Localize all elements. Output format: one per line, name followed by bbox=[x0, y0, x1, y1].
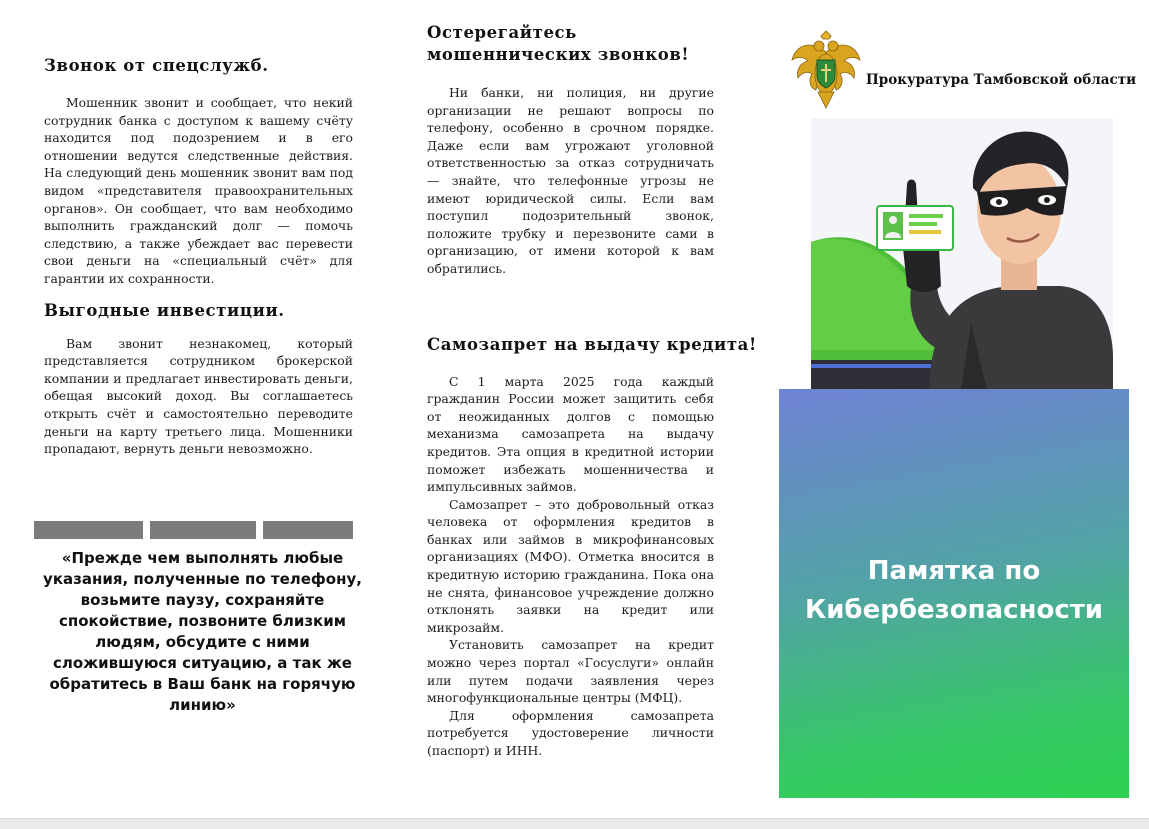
organization-name: Прокуратура Тамбовской области bbox=[866, 72, 1137, 88]
heading-line: мошеннических звонков! bbox=[427, 45, 690, 64]
divider-bar bbox=[34, 521, 143, 539]
middle-column bbox=[427, 22, 757, 760]
cover-panel bbox=[779, 389, 1129, 798]
cover-title-line: Кибербезопасности bbox=[804, 595, 1104, 625]
cover-title-line: Памятка по bbox=[867, 556, 1041, 586]
section-body-credit-ban bbox=[427, 373, 714, 760]
section-body-special-services bbox=[44, 94, 353, 288]
section-body-investments bbox=[44, 335, 353, 458]
section-heading-special-services: Звонок от спецслужб. bbox=[44, 56, 269, 75]
masked-fraudster-with-id-card-icon bbox=[811, 118, 1113, 390]
advice-quote: «Прежде чем выполнять любые указания, полученные по телефону, возьмите паузу, сохраняйте спокойствие, позвоните близким людям, обсудите с ними сложившуюся ситуацию, а так же обратитесь в Ваш банк на горячую линию» bbox=[43, 549, 362, 714]
paragraph: Установить самозапрет на кредит можно через портал «Госуслуги» онлайн или путем подачи заявления через многофункциональные центры (МФЦ). bbox=[427, 637, 714, 706]
paragraph: Ни банки, ни полиция, ни другие организации не решают вопросы по телефону, особенно в срочном порядке. Даже если вам угрожают уголовной ответственностью за отказ сотрудничать — знайте, что телефонные угрозы не имеют юридической силы. Если вам поступил подозрительный звонок, положите трубку и перезвоните сами в организацию, от имени которой к вам обратились. bbox=[427, 85, 714, 276]
paragraph: Для оформления самозапрета потребуется удостоверение личности (паспорт) и ИНН. bbox=[427, 707, 714, 758]
paragraph: Самозапрет – это добровольный отказ человека от оформления кредитов в банках или займов в микрофинансовых организациях (МФО). Отметка вносится в кредитную историю гражданина. Пока она не снята, финансовое учреждение должно отклонять заявки на кредит или микрозайм. bbox=[427, 496, 714, 635]
left-column bbox=[44, 56, 353, 458]
divider-bar bbox=[150, 521, 256, 539]
organization-header bbox=[790, 30, 1149, 110]
section-body-fraud-calls bbox=[427, 84, 714, 278]
divider-bar bbox=[263, 521, 353, 539]
paragraph: Мошенник звонит и сообщает, что некий сотрудник банка с доступом к вашему счёту находится под подозрением и в его отношении ведутся следственные действия. На следующий день мошенник звонит вам под видом «представителя правоохранительных органов». Он сообщает, что вам необходимо выполнить гражданский долг — помочь следствию, а также убеждает вас перевести свои деньги на «специальный счёт» для гарантии их сохранности. bbox=[44, 95, 353, 286]
cover-title bbox=[779, 552, 1129, 630]
divider-bars bbox=[34, 521, 353, 539]
section-heading-investments: Выгодные инвестиции. bbox=[44, 300, 285, 320]
paragraph: Вам звонит незнакомец, который представляется сотрудником брокерской компании и предлагает инвестировать деньги, обещая высокий доход. Вы соглашаетесь открыть счёт и самостоятельно переводите деньги на карту третьего лица. Мошенники пропадают, вернуть деньги невозможно. bbox=[44, 335, 353, 457]
heading-line: Остерегайтесь bbox=[427, 23, 577, 42]
paragraph: С 1 марта 2025 года каждый гражданин России может защитить себя от неожиданных долгов с помощью механизма самозапрета на выдачу кредитов. Эта опция в кредитной истории поможет избежать мошенничества и импульсивных займов. bbox=[427, 373, 714, 495]
prosecutor-emblem-icon bbox=[790, 30, 862, 110]
section-heading-fraud-calls bbox=[427, 22, 714, 66]
section-heading-credit-ban: Самозапрет на выдачу кредита! bbox=[427, 334, 757, 354]
page-bottom-edge bbox=[0, 818, 1149, 829]
